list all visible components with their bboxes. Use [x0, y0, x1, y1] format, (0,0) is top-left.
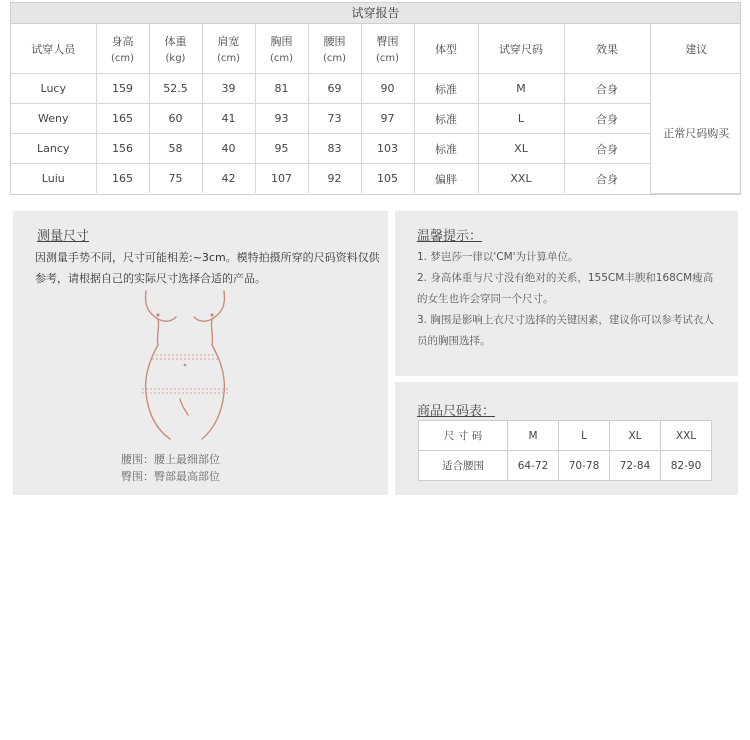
- header-cell: 胸围 (cm): [255, 24, 308, 74]
- weight-cell: 60: [149, 104, 202, 134]
- height-cell: 165: [96, 164, 149, 194]
- size-chart-panel: [395, 382, 738, 495]
- shoulder-cell: 41: [202, 104, 255, 134]
- tip-item: 1. 梦岜莎一律以'CM'为计算单位。: [417, 251, 579, 263]
- size-header-label: 尺 寸 码: [419, 421, 508, 451]
- waist-range-value: 72-84: [610, 451, 661, 481]
- header-cell: 身高 (cm): [96, 24, 149, 74]
- header-cell: 试穿尺码: [478, 24, 564, 74]
- bust-cell: 95: [255, 134, 308, 164]
- advice-cell: 正常尺码购买: [650, 74, 742, 194]
- height-cell: 156: [96, 134, 149, 164]
- waist-range-value: 70-78: [559, 451, 610, 481]
- header-cell: 臀围 (cm): [361, 24, 414, 74]
- body-type-cell: 标准: [414, 74, 478, 104]
- hip-cell: 103: [361, 134, 414, 164]
- size-code: M: [508, 421, 559, 451]
- effect-cell: 合身: [564, 134, 650, 164]
- measure-title: 测量尺寸: [37, 229, 90, 244]
- hip-cell: 90: [361, 74, 414, 104]
- height-cell: 159: [96, 74, 149, 104]
- tips-panel: [395, 211, 738, 376]
- body-type-cell: 标准: [414, 104, 478, 134]
- table-row: [419, 421, 712, 451]
- body-figure-illustration: [130, 289, 240, 459]
- size-code: XXL: [661, 421, 712, 451]
- size-cell: XXL: [478, 164, 564, 194]
- body-type-cell: 偏胖: [414, 164, 478, 194]
- effect-cell: 合身: [564, 74, 650, 104]
- tester-name: Luiu: [11, 164, 96, 194]
- header-cell: 腰围 (cm): [308, 24, 361, 74]
- size-chart-table: [418, 420, 712, 481]
- header-cell: 建议: [650, 24, 742, 74]
- bust-cell: 81: [255, 74, 308, 104]
- tips-list: [417, 247, 722, 352]
- size-cell: L: [478, 104, 564, 134]
- shoulder-cell: 42: [202, 164, 255, 194]
- tips-title: 温馨提示：: [417, 229, 483, 244]
- weight-cell: 52.5: [149, 74, 202, 104]
- waist-cell: 73: [308, 104, 361, 134]
- measure-panel: [13, 211, 388, 495]
- tip-item: 2. 身高体重与尺寸没有绝对的关系，155CM丰腴和168CM瘦高的女生也许会穿同一个尺寸。: [417, 272, 714, 305]
- fitting-report-table: [11, 24, 742, 194]
- weight-cell: 75: [149, 164, 202, 194]
- header-cell: 效果: [564, 24, 650, 74]
- measure-legend: [121, 451, 261, 485]
- waist-cell: 83: [308, 134, 361, 164]
- height-cell: 165: [96, 104, 149, 134]
- waist-range-value: 64-72: [508, 451, 559, 481]
- header-cell: 体型: [414, 24, 478, 74]
- table-row: [11, 74, 742, 104]
- waist-cell: 92: [308, 164, 361, 194]
- table-row: [11, 164, 742, 194]
- table-header-row: [11, 24, 742, 74]
- size-code: XL: [610, 421, 661, 451]
- waist-cell: 69: [308, 74, 361, 104]
- report-title: 试穿报告: [11, 3, 740, 24]
- effect-cell: 合身: [564, 164, 650, 194]
- weight-cell: 58: [149, 134, 202, 164]
- waist-range-value: 82-90: [661, 451, 712, 481]
- waist-definition: 腰围：腰上最细部位: [121, 453, 220, 466]
- size-cell: XL: [478, 134, 564, 164]
- tester-name: Lucy: [11, 74, 96, 104]
- table-row: [419, 451, 712, 481]
- hip-cell: 97: [361, 104, 414, 134]
- tester-name: Lancy: [11, 134, 96, 164]
- waist-range-label: 适合腰围: [419, 451, 508, 481]
- effect-cell: 合身: [564, 104, 650, 134]
- bust-cell: 93: [255, 104, 308, 134]
- shoulder-cell: 39: [202, 74, 255, 104]
- shoulder-cell: 40: [202, 134, 255, 164]
- table-row: [11, 104, 742, 134]
- measure-description: 因测量手势不同，尺寸可能相差:~3cm。模特拍摄所穿的尺码资料仅供参考，请根据自己的实际尺寸选择合适的产品。: [35, 251, 380, 285]
- size-cell: M: [478, 74, 564, 104]
- hip-cell: 105: [361, 164, 414, 194]
- body-type-cell: 标准: [414, 134, 478, 164]
- size-code: L: [559, 421, 610, 451]
- tip-item: 3. 胸围是影响上衣尺寸选择的关键因素，建议你可以参考试衣人员的胸围选择。: [417, 314, 714, 347]
- bust-cell: 107: [255, 164, 308, 194]
- tester-name: Weny: [11, 104, 96, 134]
- table-row: [11, 134, 742, 164]
- header-cell: 试穿人员: [11, 24, 96, 74]
- hip-definition: 臀围：臀部最高部位: [121, 470, 220, 483]
- fitting-report: [10, 2, 741, 195]
- header-cell: 肩宽 (cm): [202, 24, 255, 74]
- header-cell: 体重 (kg): [149, 24, 202, 74]
- size-chart-title: 商品尺码表：: [417, 404, 496, 419]
